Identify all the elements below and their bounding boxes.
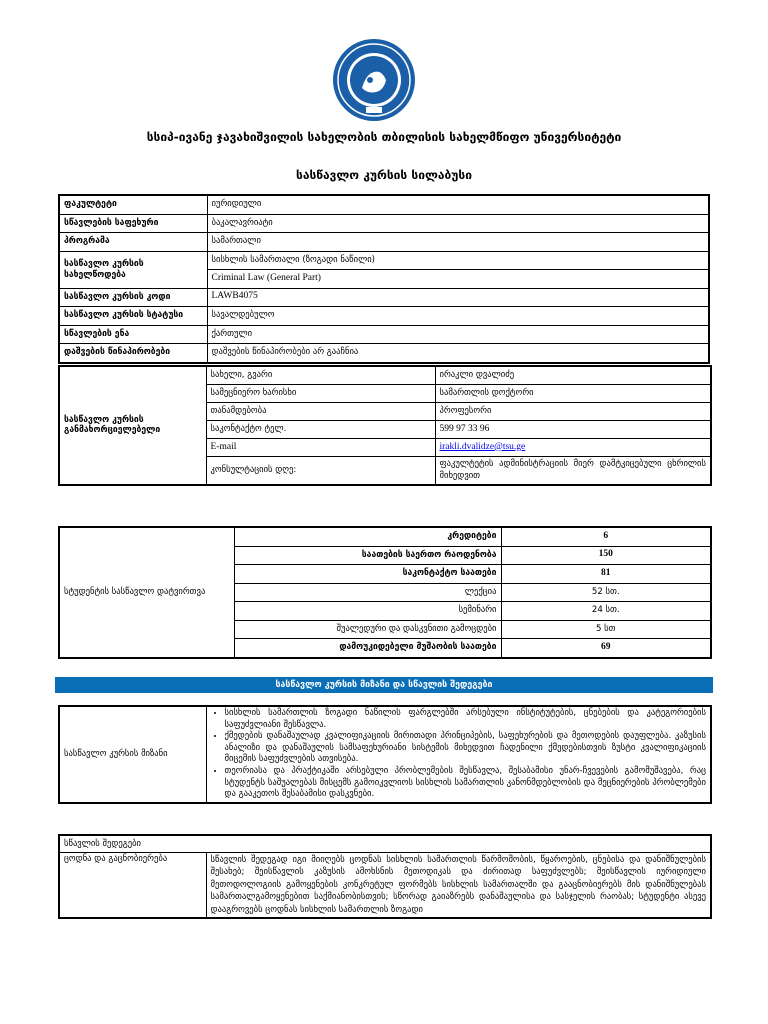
credits-label: კრედიტები: [234, 527, 501, 546]
workload-section-label: სტუდენტის სასწავლო დატვირთვა: [59, 527, 234, 658]
table-row: [59, 527, 711, 546]
list-item: • სისხლის სამართლის ზოგადი ნაწილის ფარგლებში არსებული ინსტიტუტების, ცნებების და კატეგორიების საფუძვლიანი შესწავლა.: [225, 708, 707, 731]
course-code-label: სასწავლო კურსის კოდი: [59, 288, 207, 307]
lecture-label: ლექცია: [234, 583, 501, 602]
course-status-value: სავალდებულო: [207, 307, 709, 326]
course-name-value: სისხლის სამართალი (ზოგადი ნაწილი): [207, 251, 709, 270]
lecturer-name-label: სახელი, გვარი: [206, 366, 435, 385]
table-row: [59, 214, 709, 233]
table-row: [59, 706, 711, 803]
table-row: [59, 835, 711, 853]
lecturer-email-link[interactable]: irakli.dvalidze@tsu.ge: [439, 441, 526, 452]
lecturer-email-label: E-mail: [206, 439, 435, 457]
lecturer-phone-value: 599 97 33 96: [435, 421, 711, 439]
independent-hours-label: დამოუკიდებელი მუშაობის საათები: [234, 639, 501, 658]
faculty-value: იურიდიული: [207, 195, 709, 214]
goals-section-header: სასწავლო კურსის მიზანი და სწავლის შედეგები: [55, 677, 713, 693]
seminar-value: 24 სთ.: [501, 602, 711, 621]
goals-label: სასწავლო კურსის მიზანი: [59, 706, 206, 803]
language-label: სწავლების ენა: [59, 325, 207, 344]
table-row: [59, 366, 711, 385]
lecturer-position-label: თანამდებობა: [206, 403, 435, 421]
program-label: პროგრამა: [59, 233, 207, 252]
faculty-label: ფაკულტეტი: [59, 195, 207, 214]
contact-hours-label: საკონტაქტო საათები: [234, 565, 501, 584]
outcomes-table: [58, 834, 712, 919]
lecturer-table: [58, 365, 712, 486]
prerequisites-label: დაშვების წინაპირობები: [59, 344, 207, 363]
consultation-label: კონსულტაციის დღე:: [206, 457, 435, 485]
level-value: ბაკალავრიატი: [207, 214, 709, 233]
table-row: [59, 307, 709, 326]
lecturer-section-label: სასწავლო კურსის განმახორციელებელი: [59, 366, 206, 485]
table-row: [59, 288, 709, 307]
table-row: [59, 233, 709, 252]
table-row: [59, 344, 709, 363]
table-row: [59, 251, 709, 270]
table-row: [59, 325, 709, 344]
course-status-label: სასწავლო კურსის სტატუსი: [59, 307, 207, 326]
document-title: სასწავლო კურსის სილაბუსი: [296, 168, 472, 182]
workload-table: [58, 526, 712, 659]
table-row: [59, 853, 711, 919]
prerequisites-value: დაშვების წინაპირობები არ გააჩნია: [207, 344, 709, 363]
outcomes-header: სწავლის შედეგები: [59, 835, 711, 853]
course-name-label: სასწავლო კურსის სახელწოდება: [59, 251, 207, 288]
total-hours-label: საათების საერთო რაოდენობა: [234, 546, 501, 565]
consultation-value: ფაკულტეტის ადმინისტრაციის მიერ დამტკიცებული ცხრილის მიხედვით: [435, 457, 711, 485]
course-name-english: Criminal Law (General Part): [207, 270, 709, 289]
seminar-label: სემინარი: [234, 602, 501, 621]
independent-hours-value: 69: [501, 639, 711, 658]
university-title: სსიპ-ივანე ჯავახიშვილის სახელობის თბილისის სახელმწიფო უნივერსიტეტი: [146, 130, 622, 144]
language-value: ქართული: [207, 325, 709, 344]
knowledge-text: სწავლის შედეგად იგი მიიღებს ცოდნას სისხლის სამართლის წარმოშობის, წყაროების, ცნებისა და დანიშნულების შესახებ; შეისწავლის კაზუსის ამოხსნის მეთოდიკას და ძირითად საფუძვლებს; შეისწავლის იურიდიული მეთოდოლოგიის გამოყენების კონკრეტულ ფორმებს სისხლის სამართალში და გააცნობიერებს მის დანიშნულებას სამართალგამოყენებით საქმიანობისთვის; სწორად გაიაზრებს დანაშაულისა და სასჯელის რაობას; სტუდენტი ასევე დააგროვებს ცოდნას სისხლის სამართლის ზოგადი: [206, 853, 711, 919]
program-value: სამართალი: [207, 233, 709, 252]
goals-table: [58, 705, 712, 804]
lecturer-degree-label: სამეცნიერო ხარისხი: [206, 385, 435, 403]
list-item: • თეორიასა და პრაქტიკაში არსებული პრობლემების შესწავლა, შესაბამისი უნარ-ჩვევების გამომუშავება, რაც სტუდენტს საშუალებას მისცემს გამოიკვლიოს სისხლის სამართლის კანონმდებლობის და მეცნიერების პრობლემები და გააკეთოს შესაბამისი დასკვნები.: [225, 766, 707, 801]
lecture-value: 52 სთ.: [501, 583, 711, 602]
university-logo: [332, 38, 416, 122]
contact-hours-value: 81: [501, 565, 711, 584]
lecturer-degree-value: სამართლის დოქტორი: [435, 385, 711, 403]
lecturer-position-value: პროფესორი: [435, 403, 711, 421]
total-hours-value: 150: [501, 546, 711, 565]
exams-label: შუალედური და დასკვნითი გამოცდები: [234, 620, 501, 639]
goals-list: [211, 708, 707, 801]
knowledge-label: ცოდნა და გაცნობიერება: [59, 853, 206, 919]
exams-value: 5 სთ: [501, 620, 711, 639]
general-info-table: [58, 194, 710, 364]
level-label: სწავლების საფეხური: [59, 214, 207, 233]
table-row: [59, 195, 709, 214]
lecturer-phone-label: საკონტაქტო ტელ.: [206, 421, 435, 439]
list-item: • ქმედების დანაშაულად კვალიფიკაციის მირითადი პრინციპების, საფეხურების და მეთოდების დაუფლება. კაზუსის ანალიზი და დანაშაულის სამსაფეხურიანი სისტემის მიხედვით ჩადენილი ქმედებისთვის ზუსტი კვალიფიკაციის მიცემის საფუძვლების ათვისება.: [225, 731, 707, 766]
credits-value: 6: [501, 527, 711, 546]
lecturer-name-value: ირაკლი დვალიძე: [435, 366, 711, 385]
course-code-value: LAWB4075: [207, 288, 709, 307]
